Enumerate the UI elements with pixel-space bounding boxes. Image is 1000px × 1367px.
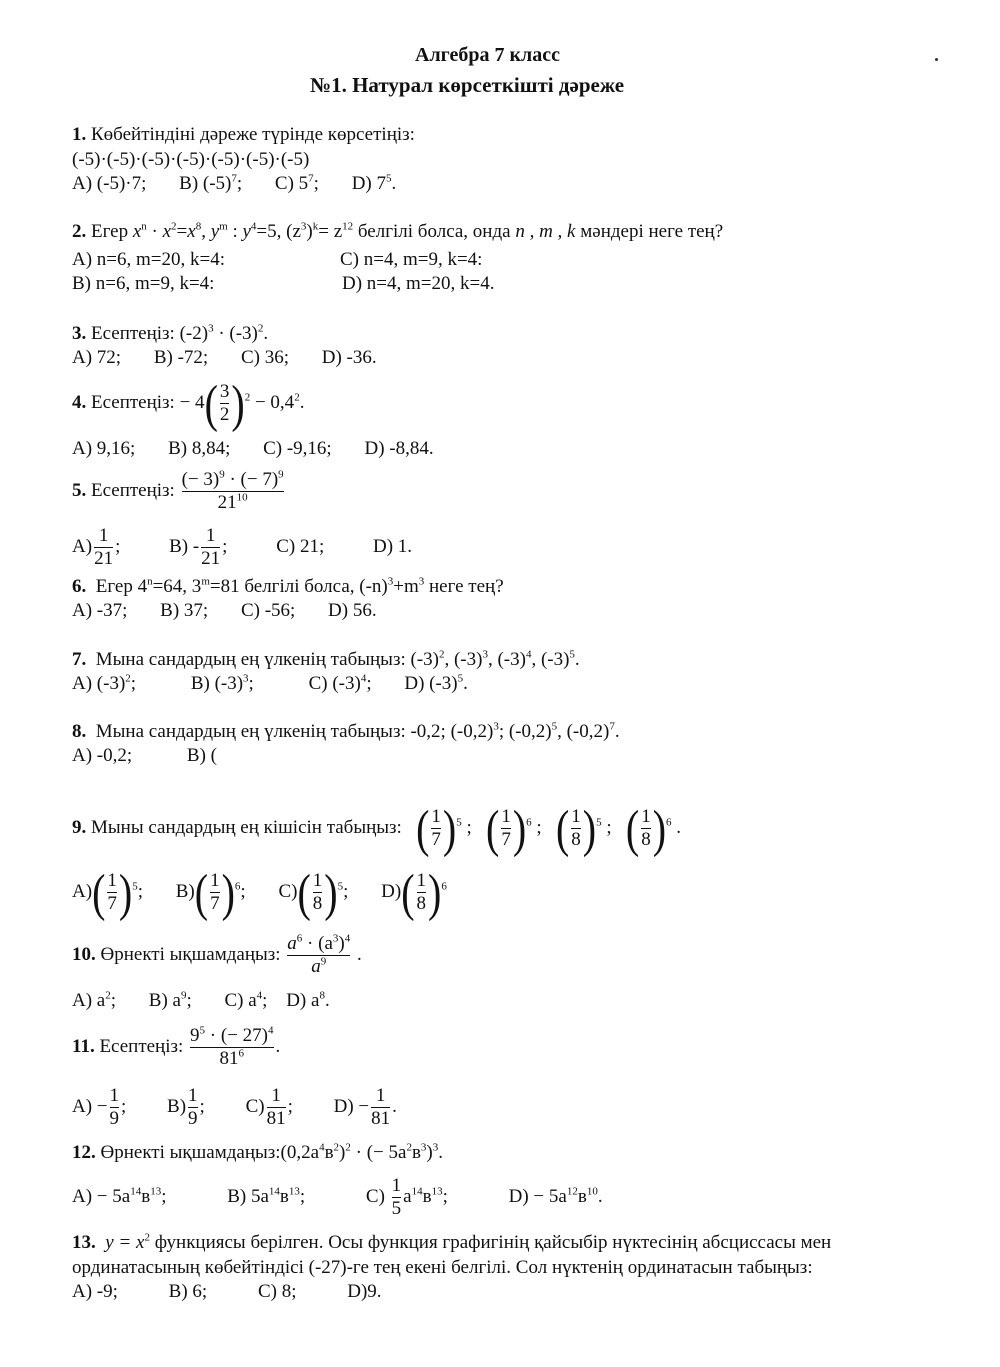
option-a: А) $(-3)^2$;	[72, 672, 137, 694]
question-4-options	[72, 438, 434, 460]
option-a: А) -37;	[72, 600, 128, 621]
option-c: С) -56;	[240, 600, 296, 621]
option-a: А)( $\frac{1}{7}$ )$^5$;	[72, 862, 143, 922]
option-b: В) 8,84;	[168, 438, 231, 459]
page-subtitle: №1. Натурал көрсеткішті дәреже	[310, 73, 625, 97]
option-b: В) $\frac{1}{9}$ ;	[167, 1085, 205, 1130]
option-d: $D) - 5a^{12}в^{10}$.	[508, 1185, 603, 1207]
question-8-options	[72, 745, 217, 767]
option-b: В) (	[186, 745, 217, 766]
option-a: $А) - 5a^{14}в^{13}$;	[72, 1185, 167, 1207]
question-10-options	[72, 990, 330, 1012]
question-7-options	[72, 673, 468, 695]
option-c: С) $(-3)^4$;	[308, 672, 372, 694]
question-4: 4. Есептеңіз: − 4( $\frac{3}{2}$ )$^2 - 0,4^2$.	[72, 373, 305, 433]
option-c: С) $\frac{1}{5}$ $a^{14}в^{13}$;	[365, 1175, 448, 1220]
question-13: 13. $y = x^2$ функциясы берілген. Осы функция графигінің қайсыбір нүктесінің абсциссасы мен	[72, 1231, 832, 1253]
option-b: В) 37;	[160, 600, 209, 621]
option-c: С) 36;	[240, 347, 289, 368]
question-1: 1. Көбейтіндіні дәреже түрінде көрсетіңіз:	[72, 124, 415, 145]
question-7: 7. Мына сандардың ең үлкенің табыңыз: $(-3)^2$, $(-3)^3$, $(-3)^4$, $(-3)^5$.	[72, 648, 580, 670]
option-b: В) $(-3)^3$;	[190, 672, 254, 694]
option-b: В)( $\frac{1}{7}$ )$^6$;	[175, 862, 246, 922]
question-2-option-d: D) n=4, m=20, k=4.	[342, 273, 495, 294]
option-a: А) $a^2$;	[72, 989, 117, 1011]
question-13-continuation: ординатасының көбейтіндісі (-27)-ге тең екені белгілі. Сол нүктенің ординатасын табыңыз:	[72, 1257, 813, 1278]
option-d: D) $(-3)^5$.	[404, 672, 468, 694]
option-b: В) - $\frac{1}{21}$ ;	[169, 525, 228, 570]
option-a: А) $\frac{1}{21}$ ;	[72, 525, 121, 570]
option-b: В) $(-5)^7$;	[179, 172, 243, 194]
page-title: Алгебра 7 класс	[415, 44, 560, 66]
option-a: А) -0,2;	[72, 745, 133, 766]
question-10: 10. Өрнекті ықшамдаңыз: $\frac{a^6 \cdot (a^3)^4}{a^9}$ .	[72, 932, 362, 978]
question-12: 12. Өрнекті $ықшамдаңыз:(0,2a^4в^2)^2$ · (− $5a^2в^3)^3$.	[72, 1141, 443, 1163]
question-1-expression: (-5)·(-5)·(-5)·(-5)·(-5)·(-5)·(-5)	[72, 149, 310, 170]
question-2-option-c: С) n=4, m=9, k=4:	[340, 249, 483, 270]
question-5-options	[72, 522, 412, 572]
question-11-options	[72, 1082, 397, 1132]
option-c: С) $\frac{1}{81}$ ;	[245, 1085, 293, 1130]
option-b: В) -72;	[153, 347, 209, 368]
option-d: D) -36.	[321, 347, 377, 368]
question-6: 6. Егер $4^n=64$, $3^m=81$ белгілі болса, $(-n)^3+m^3$ неге тең?	[72, 575, 504, 597]
option-d: D) -8,84.	[364, 438, 434, 459]
question-5: 5. Есептеңіз: $\frac{(- 3)^9 \cdot (- 7)^9}{21^{10}}$	[72, 468, 284, 514]
fraction: $\frac{3}{2}$	[219, 381, 230, 426]
option-a: А) (-5)·7;	[72, 173, 147, 194]
option-d: D) − $\frac{1}{81}$ .	[333, 1085, 397, 1130]
option-c: С) -9,16;	[263, 438, 332, 459]
option-c: С) $5^7$;	[274, 172, 319, 194]
question-3-options	[72, 347, 377, 369]
question-9: 9. Мыны сандардың ең кішісін табыңыз: ( $\frac{1}{7}$ )$^5$ ; ( $\frac{1}{7}$ )$^6$ ; ( $\frac{1}{8}$ )$^5$ ; ( $\frac{1}{8}$ )$^6$ .	[72, 798, 682, 858]
option-a: А) 72;	[72, 347, 122, 368]
question-2: 2. Егер $x^n \cdot x^2=x^8$, $y^m$ : $y^4=5$, $(z^3)^k= z^{12}$ белгілі болса, онда n , m , k мәндері неге тең?	[72, 220, 724, 242]
option-d: D)( $\frac{1}{8}$ )$^6$	[381, 862, 447, 922]
option-b: В) 6;	[168, 1281, 208, 1302]
question-12-options	[72, 1172, 603, 1222]
scan-speck	[935, 58, 938, 61]
fraction: $\frac{(- 3)^9 \cdot (- 7)^9}{21^{10}}$	[181, 468, 284, 514]
option-d: D) 1.	[372, 536, 413, 557]
option-a: А) 9,16;	[72, 438, 136, 459]
option-c: С)( $\frac{1}{8}$ )$^5$;	[278, 862, 349, 922]
option-c: С) 21;	[276, 536, 325, 557]
question-1-options	[72, 173, 396, 195]
question-2-option-a: А) n=6, m=20, k=4:	[72, 249, 226, 270]
question-11: 11. Есептеңіз: $\frac{9^5 \cdot (- 27)^4}{81^6}$ .	[72, 1024, 281, 1070]
option-d: D) $a^8$.	[286, 989, 330, 1011]
question-8: 8. Мына сандардың ең үлкенің табыңыз: -0,2; $(-0,2)^3$; $(-0,2)^5$, $(-0,2)^7$.	[72, 720, 620, 742]
question-9-options	[72, 864, 447, 920]
option-a: А) -9;	[72, 1281, 118, 1302]
option-b: В) $5a^{14}в^{13}$;	[227, 1185, 306, 1207]
question-3: 3. Есептеңіз: $(-2)^3 \cdot (-3)^2$.	[72, 322, 269, 344]
option-a: А) − $\frac{1}{9}$ ;	[72, 1085, 127, 1130]
option-c: С) 8;	[257, 1281, 297, 1302]
question-6-options	[72, 600, 377, 622]
question-2-option-b: В) n=6, m=9, k=4:	[72, 273, 215, 294]
option-d: D) $7^5$.	[351, 172, 397, 194]
option-c: С) $a^4$;	[224, 989, 268, 1011]
option-d: D) 56.	[328, 600, 377, 621]
question-13-options	[72, 1281, 382, 1303]
option-b: В) $a^9$;	[148, 989, 192, 1011]
option-d: D)9.	[347, 1281, 382, 1302]
